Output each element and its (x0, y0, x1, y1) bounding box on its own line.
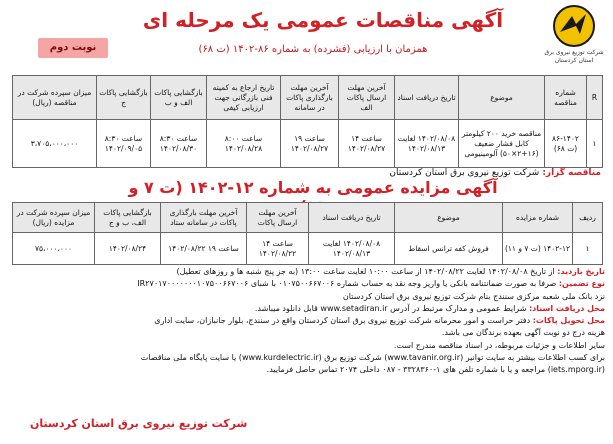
body-line-text: (iets.mporg.ir) مراجعه و یا با شماره تلفن های ۱-۳۳۲۸۳۶۰ - ۰۸۷ داخلی ۲۰۷۴ تماس حاصل فرمایید. (266, 365, 605, 375)
body-line-text: سایر اطلاعات و جزئیات مربوطه، در اسناد مناقصه مندرج است. (393, 340, 605, 350)
page-subtitle: همزمان با ارزیابی (فشرده) به شماره ۸۶-۱۴۰۲ (ت ۶۸) (198, 44, 428, 55)
table-cell: ساعت ۸:۰۰ ۱۴۰۲/۰۸/۲۸ (207, 120, 281, 168)
body-line (7, 315, 605, 327)
body-line-text: صرفا به صورت ضمانتنامه بانکی یا واریز وجه نقد به حساب شماره ۰۱۰۷۵۰۰۶۶۷۰۰۶ با شبای IR۲۷۰۱۷۰۰۰۰۰۰۰۱۰۷۵۰۰۶۶۷۰۰۶ (137, 279, 559, 289)
table-header-cell: بازگشایی پاکات الف، ب و ج (95, 203, 161, 233)
table-header-cell: ردیف (573, 203, 603, 233)
organizer-text: شرکت توزیع نیروی برق استان کردستان (389, 168, 540, 178)
table-header-cell: شماره مزایده (503, 203, 573, 233)
body-line-text: از تاریخ ۱۴۰۲/۰۸/۰۸ لغایت ۱۴۰۲/۰۸/۲۲ از ساعت ۱۰:۰۰ لغایت ساعت ۱۳:۰۰ (به جز پنج شنبه ها و روزهای تعطیل) (176, 267, 558, 276)
table-header-cell: تاریخ دریافت اسناد (309, 203, 395, 233)
table-cell: ۸۶-۱۴۰۲ (ت ۶۸) (545, 120, 587, 168)
table-cell: ساعت ۸:۳۰ ۱۴۰۲/۰۸/۳۰ (151, 120, 207, 168)
table-header-cell: آخرین مهلت بارگذاری پاکات در سامانه (281, 76, 339, 120)
table-header-cell: آخرین مهلت بارگذاری پاکات در سامانه ستاد (161, 203, 247, 233)
table-header-cell: شماره مناقصه (545, 76, 587, 120)
table-cell: ۱ (573, 233, 603, 265)
table-cell: ۱۴۰۲/۰۸/۲۴ (95, 233, 161, 265)
body-line (7, 303, 605, 315)
company-logo (541, 4, 607, 66)
table-cell: ۱۴۰۲/۰۸/۰۸ لغایت ۱۴۰۲/۰۸/۱۳ (395, 120, 459, 168)
table-cell: ۱ (587, 120, 603, 168)
table-header-cell: موضوع (459, 76, 545, 120)
logo-caption: شرکت توزیع نیروی برق استان کردستان (544, 49, 604, 64)
company-signature: شرکت توزیع نیروی برق استان کردستان (30, 417, 248, 430)
table-header-cell: R (587, 76, 603, 120)
auction-table-header (13, 203, 603, 233)
tender-table (12, 75, 603, 168)
body-line (7, 291, 605, 303)
body-line-label: محل دریافت اسناد: (528, 303, 605, 313)
body-line-text: هزینه درج دو نوبت آگهی بعهده برندگان می باشد. (441, 328, 605, 338)
body-line-label: محل تحویل پاکات: (532, 316, 605, 326)
lightning-logo-icon (552, 4, 596, 48)
table-cell: ساعت ۱۴ ۱۴۰۲/۰۸/۲۷ (339, 120, 395, 168)
body-line (7, 327, 605, 339)
body-line-label: تاریخ بازدید: (557, 267, 605, 276)
table-cell: ساعت ۱۹ ۱۴۰۲/۰۸/۲۷ (281, 120, 339, 168)
table-row (13, 120, 603, 168)
body-line-text: برای کسب اطلاعات بیشتر به سایت توانیر (www.tavanir.org.ir) شرکت توزیع برق (www.kurdelectric.ir) یا سایت پایگاه ملی مناقصات (140, 353, 605, 363)
page-title: آگهی مناقصات عمومی یک مرحله ای (142, 8, 504, 32)
table-cell: ساعت ۱۴ ۱۴۰۲/۰۸/۲۲ (247, 233, 309, 265)
body-line (7, 278, 605, 290)
auction-table (12, 202, 603, 265)
body-line-text: نزد بانک ملی شعبه مرکزی سنندج بنام شرکت توزیع نیروی برق استان کردستان (342, 291, 605, 301)
table-header-cell: موضوع (395, 203, 503, 233)
table-header-cell: میزان سپرده شرکت در مناقصه (ریال) (13, 76, 97, 120)
table-header-cell: بازگشایی پاکات الف و ب (151, 76, 207, 120)
body-line-text: دفتر حراست و امور محرمانه شرکت توزیع نیروی برق استان کردستان واقع در سنندج، بلوار جانبازان، سایت اداری (154, 316, 533, 326)
body-line (7, 340, 605, 352)
body-line (7, 364, 605, 376)
announcement-body (7, 266, 605, 377)
table-header-cell: میزان سپرده شرکت در مزایده (ریال) (13, 203, 95, 233)
table-header-cell: تاریخ ارجاع به کمیته فنی بازرگانی جهت ارزیابی کیفی (207, 76, 281, 120)
body-line-label: نوع تضمین: (558, 279, 605, 289)
body-line (7, 266, 605, 278)
auction-title: آگهی مزایده عمومی به شماره ۱۲-۱۴۰۲ (ت ۷ و (128, 178, 498, 197)
organizer-label: مناقصه گزار: (542, 168, 601, 178)
table-header-cell: آخرین مهلت ارسال پاکات الف (339, 76, 395, 120)
table-cell: ۱۴۰۲-۱۲ (ت ۷ و ۱۱) (503, 233, 573, 265)
header (0, 0, 613, 74)
table-header-cell: بازگشایی پاکات ج (97, 76, 151, 120)
round-badge: نوبت دوم (38, 38, 108, 58)
table-row (13, 233, 603, 265)
table-cell: فروش کفه ترانس اسقاط (395, 233, 503, 265)
table-cell: ۱۴۰۲/۰۸/۰۸ لغایت ۱۴۰۲/۰۸/۱۳ (309, 233, 395, 265)
table-cell: ۷۵،۰۰۰،۰۰۰ (13, 233, 95, 265)
table-cell: ساعت ۸:۳۰ ۱۴۰۲/۰۹/۰۵ (97, 120, 151, 168)
body-line (7, 352, 605, 364)
tender-table-header (13, 76, 603, 120)
table-cell: ساعت ۱۹ ۱۴۰۲/۰۸/۲۲ (161, 233, 247, 265)
tender-organizer-note (389, 168, 601, 178)
table-cell: ۳،۷۰۵،۰۰۰،۰۰۰ (13, 120, 97, 168)
table-header-cell: تاریخ دریافت اسناد (395, 76, 459, 120)
body-line-text: شرایط عمومی و مدارک مرتبط در آدرس www.setadiran.ir قابل دانلود میباشد. (254, 303, 529, 313)
table-header-cell: آخرین مهلت ارسال پاکات (247, 203, 309, 233)
table-cell: مناقصه خرید ۲۰۰ کیلومتر کابل فشار ضعیف (۱۶+۲×۵۰) آلومینیومی (459, 120, 545, 168)
